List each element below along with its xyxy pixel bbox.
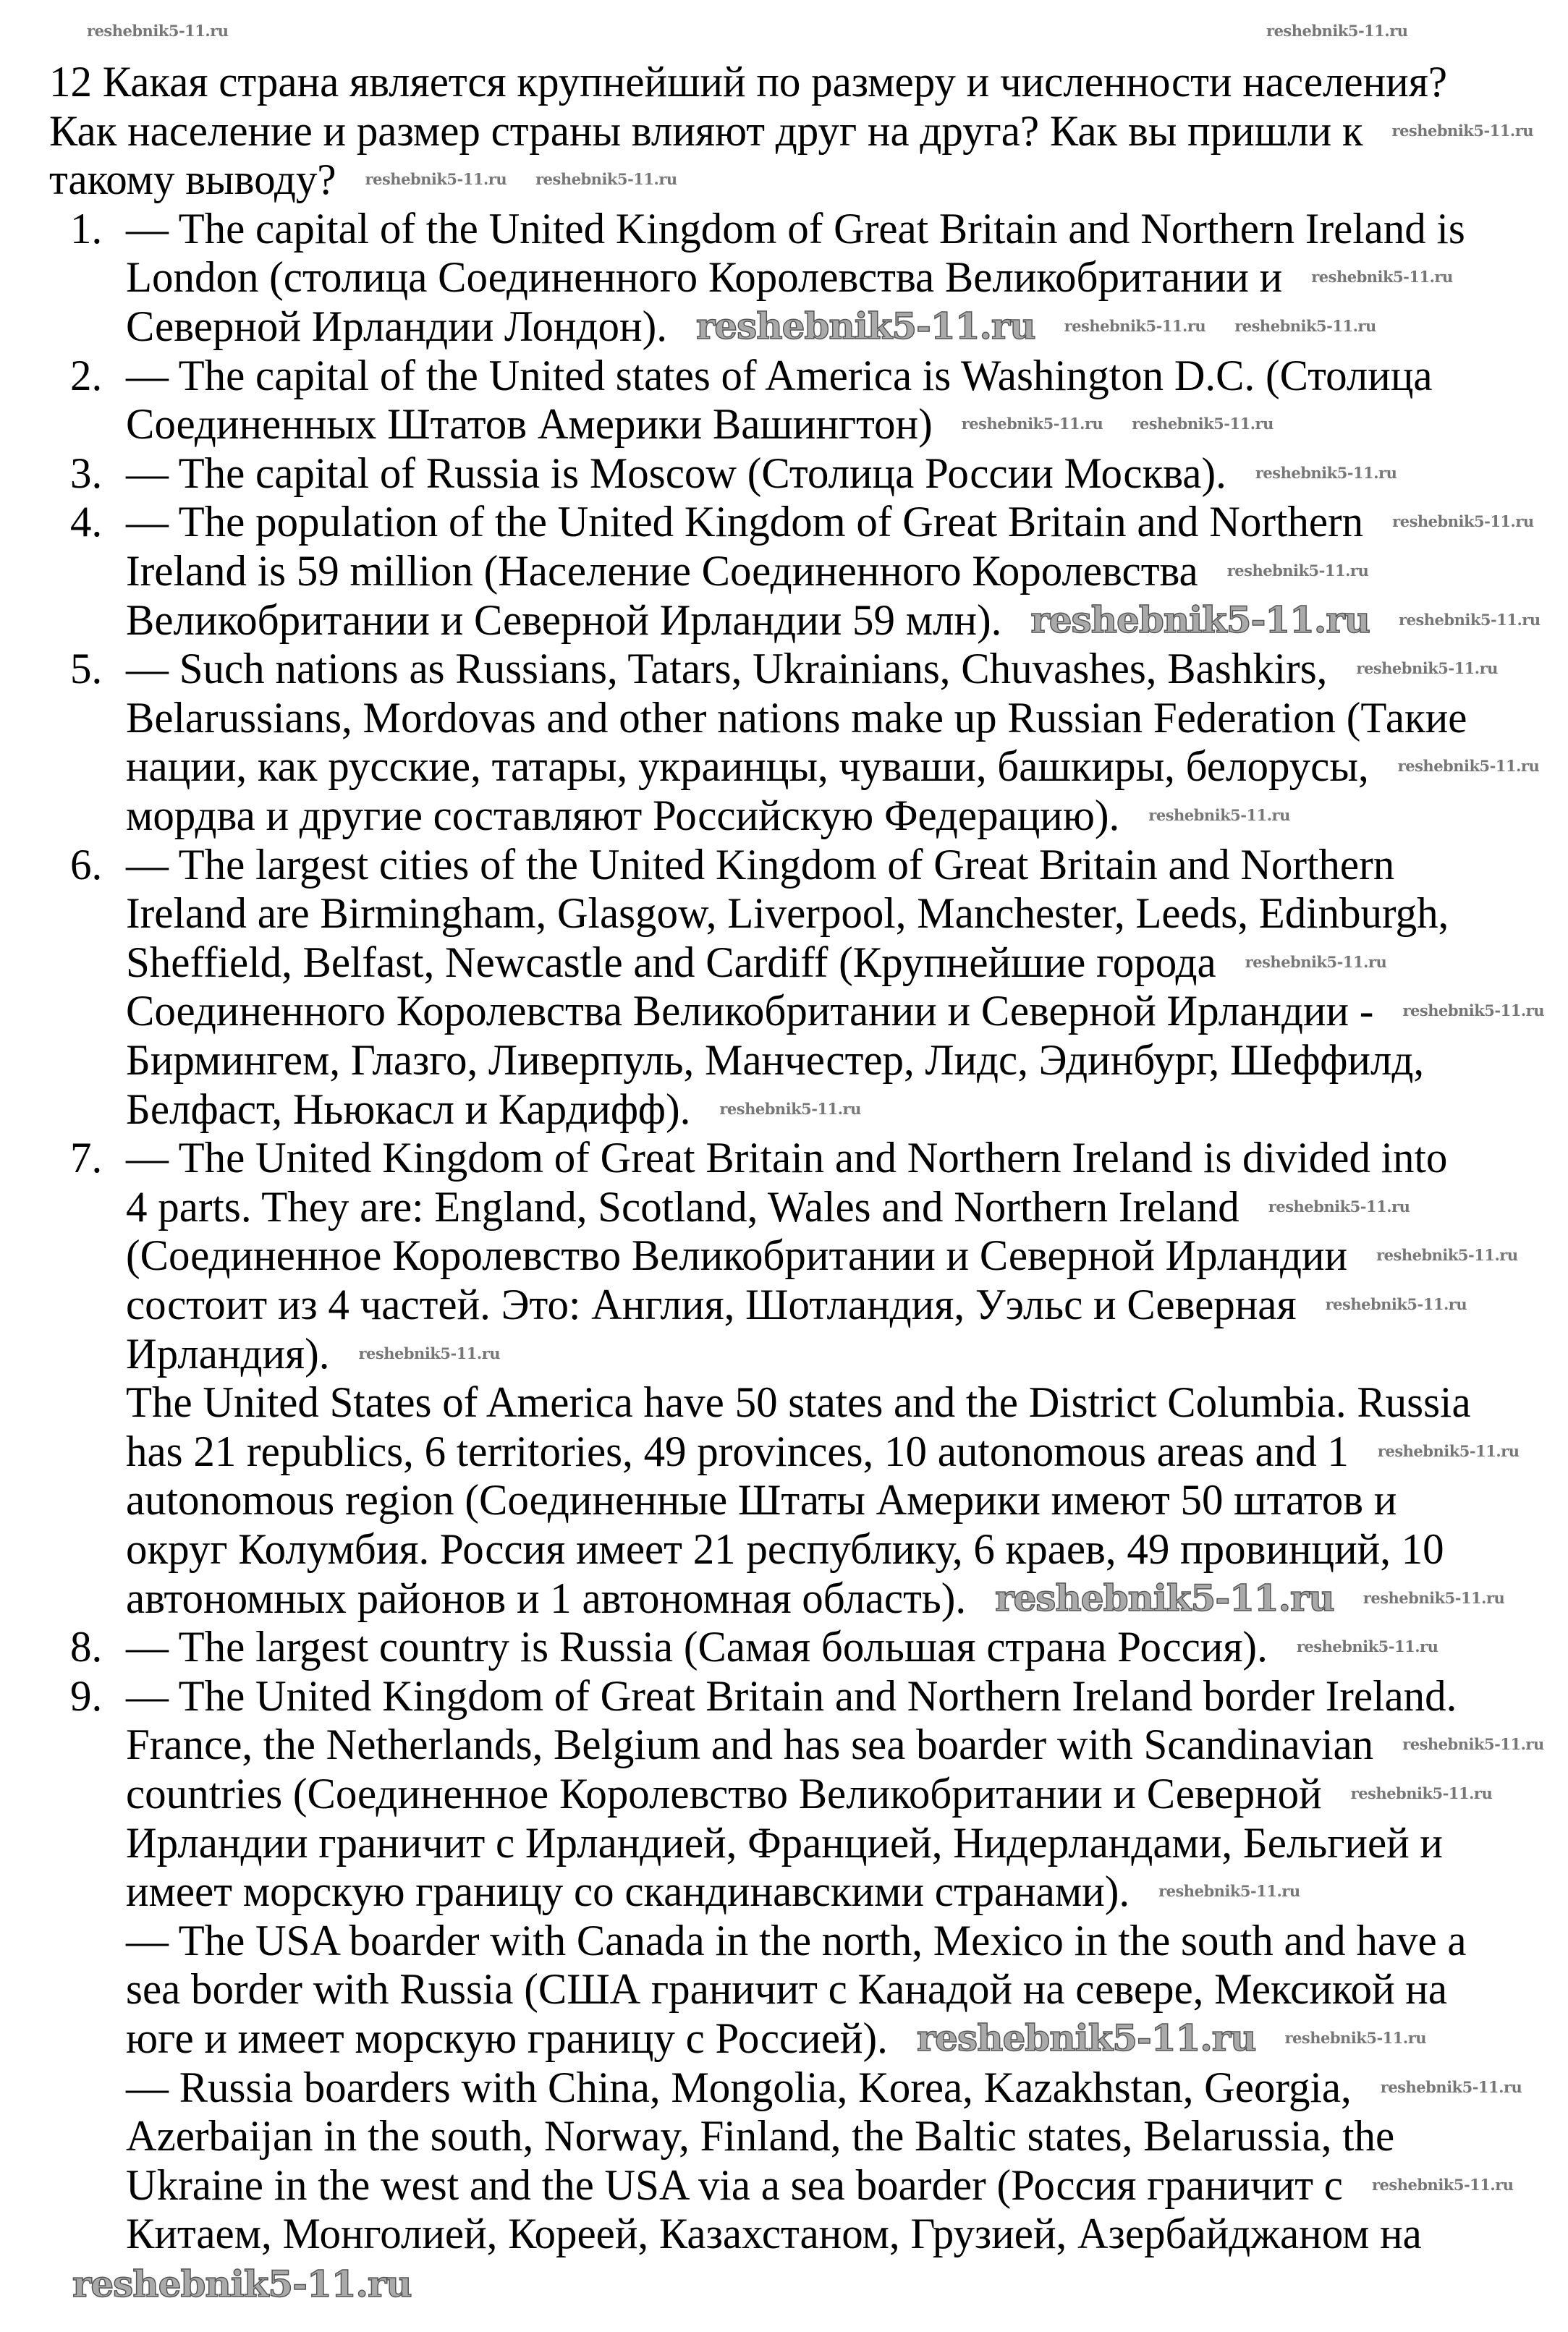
list-item-number: 8. xyxy=(70,1623,103,1671)
list-item-number: 2. xyxy=(70,351,103,399)
watermark: reshebnik5-11.ru xyxy=(1284,2029,1427,2047)
list-item-line: Бирмингем, Глазго, Ливерпуль, Манчестер, Лидс, Эдинбург, Шеффилд, xyxy=(126,1036,1425,1084)
watermark: reshebnik5-11.ru xyxy=(1371,2175,1514,2194)
list-item-line: Великобритании и Северной Ирландии 59 млн). xyxy=(126,595,1002,644)
watermark: reshebnik5-11.ru xyxy=(719,1099,861,1118)
watermark: reshebnik5-11.ru xyxy=(1158,1882,1300,1901)
watermark: reshebnik5-11.ru xyxy=(1356,659,1498,678)
watermark: reshebnik5-11.ru xyxy=(1399,610,1541,629)
watermark: reshebnik5-11.ru xyxy=(1064,317,1206,335)
list-item-line: sea border with Russia (США граничит с Канадой на севере, Мексикой на xyxy=(126,1965,1448,2014)
list-item-line: состоит из 4 частей. Это: Англия, Шотландия, Уэльс и Северная xyxy=(126,1281,1297,1328)
list-item-line: Azerbaijan in the south, Norway, Finland, the Baltic states, Belarussia, the xyxy=(126,2112,1395,2161)
watermark: reshebnik5-11.ru xyxy=(1325,1295,1467,1313)
list-item-line: — The capital of the United Kingdom of Great Britain and Northern Ireland is xyxy=(126,204,1465,253)
list-item-line: (Соединенное Королевство Великобритании и Северной Ирландии xyxy=(126,1231,1348,1280)
list-item-number: 6. xyxy=(70,840,103,889)
watermark: reshebnik5-11.ru xyxy=(535,170,677,189)
list-item-line: Соединенного Королевства Великобритании и Северной Ирландии - xyxy=(126,987,1374,1035)
list-item-line: Северной Ирландии Лондон). xyxy=(126,302,667,350)
list-item-line: Ирландии граничит с Ирландией, Францией, Нидерландами, Бельгией и xyxy=(126,1818,1443,1867)
watermark: reshebnik5-11.ru xyxy=(1148,806,1290,824)
list-item-number: 4. xyxy=(70,498,103,546)
watermark: reshebnik5-11.ru xyxy=(1296,1637,1438,1656)
watermark: reshebnik5-11.ru xyxy=(1350,1784,1493,1802)
watermark: reshebnik5-11.ru xyxy=(1311,268,1453,287)
watermark: reshebnik5-11.ru xyxy=(87,22,229,40)
list-item-line: — The largest cities of the United Kingdom of Great Britain and Northern xyxy=(126,840,1395,889)
list-item-number: 9. xyxy=(70,1671,103,1720)
watermark: reshebnik5-11.ru xyxy=(1376,1246,1518,1265)
question-title-line: 12 Какая страна является крупнейший по размеру и численности населения? xyxy=(49,58,1447,106)
list-item-line: мордва и другие составляют Российскую Федерацию). xyxy=(126,792,1120,839)
list-item-line: 4 parts. They are: England, Scotland, Wales and Northern Ireland xyxy=(126,1182,1239,1231)
list-item-line: Ирландия). xyxy=(126,1329,330,1378)
list-item-number: 3. xyxy=(70,449,103,497)
list-item-line: — Russia boarders with China, Mongolia, Korea, Kazakhstan, Georgia, xyxy=(126,2063,1352,2111)
list-item-line: Соединенных Штатов Америки Вашингтон) xyxy=(126,400,933,449)
watermark-large: reshebnik5-11.ru xyxy=(695,305,1035,347)
list-item-line: — The United Kingdom of Great Britain and Northern Ireland border Ireland. xyxy=(126,1671,1457,1720)
watermark: reshebnik5-11.ru xyxy=(1392,512,1534,531)
list-item-line: юге и имеет морскую границу с Россией). xyxy=(126,2014,888,2062)
list-item-line: — The USA boarder with Canada in the north, Mexico in the south and have a xyxy=(126,1916,1467,1964)
list-item-line: — The capital of the United states of America is Washington D.C. (Столица xyxy=(126,351,1433,399)
watermark-large: reshebnik5-11.ru xyxy=(72,2263,412,2305)
list-item-line: округ Колумбия. Россия имеет 21 республику, 6 краев, 49 провинций, 10 xyxy=(126,1525,1444,1573)
list-item-line: Ukraine in the west and the USA via a sea boarder (Россия граничит с xyxy=(126,2161,1343,2209)
watermark: reshebnik5-11.ru xyxy=(1397,757,1540,776)
watermark: reshebnik5-11.ru xyxy=(1377,1441,1520,1460)
list-item-line: Ireland are Birmingham, Glasgow, Liverpool, Manchester, Leeds, Edinburgh, xyxy=(126,889,1449,938)
watermark: reshebnik5-11.ru xyxy=(1234,317,1376,335)
question-title-line: такому выводу? xyxy=(49,156,336,204)
list-item-line: автономных районов и 1 автономная область). xyxy=(126,1574,967,1622)
watermark: reshebnik5-11.ru xyxy=(1266,22,1408,40)
list-item-line: Belarussians, Mordovas and other nations make up Russian Federation (Такие xyxy=(126,693,1467,742)
list-item-line: — The largest country is Russia (Самая большая страна Россия). xyxy=(126,1623,1268,1671)
watermark: reshebnik5-11.ru xyxy=(1391,121,1534,140)
list-item-line: — Such nations as Russians, Tatars, Ukrainians, Chuvashes, Bashkirs, xyxy=(126,645,1328,693)
list-item-line: Ireland is 59 million (Население Соединенного Королевства xyxy=(126,547,1198,595)
list-item-line: Китаем, Монголией, Кореей, Казахстаном, Грузией, Азербайджаном на xyxy=(126,2210,1422,2258)
watermark: reshebnik5-11.ru xyxy=(1245,952,1387,971)
list-item-line: — The population of the United Kingdom of Great Britain and Northern xyxy=(126,498,1364,546)
watermark: reshebnik5-11.ru xyxy=(1226,561,1369,580)
watermark-large: reshebnik5-11.ru xyxy=(1030,598,1370,641)
list-item-line: Белфаст, Ньюкасл и Кардифф). xyxy=(126,1085,691,1133)
watermark: reshebnik5-11.ru xyxy=(1380,2077,1522,2096)
list-item-line: France, the Netherlands, Belgium and has sea boarder with Scandinavian xyxy=(126,1721,1374,1769)
watermark: reshebnik5-11.ru xyxy=(1255,463,1397,482)
watermark-large: reshebnik5-11.ru xyxy=(995,1576,1334,1619)
watermark: reshebnik5-11.ru xyxy=(358,1344,501,1362)
list-item-number: 7. xyxy=(70,1134,103,1182)
list-item-number: 5. xyxy=(70,645,103,693)
list-item-line: The United States of America have 50 states and the District Columbia. Russia xyxy=(126,1378,1471,1427)
watermark: reshebnik5-11.ru xyxy=(365,170,507,189)
list-item-line: has 21 republics, 6 territories, 49 provinces, 10 autonomous areas and 1 xyxy=(126,1427,1349,1475)
watermark: reshebnik5-11.ru xyxy=(1402,1735,1544,1754)
watermark: reshebnik5-11.ru xyxy=(1268,1197,1410,1216)
list-item-line: London (столица Соединенного Королевства Великобритании и xyxy=(126,253,1283,302)
list-item-line: Sheffield, Belfast, Newcastle and Cardiff (Крупнейшие города xyxy=(126,938,1216,986)
question-title-line: Как население и размер страны влияют друг на друга? Как вы пришли к xyxy=(49,106,1363,155)
list-item-line: имеет морскую границу со скандинавскими странами). xyxy=(126,1867,1130,1916)
list-item-line: — The capital of Russia is Moscow (Столица России Москва). xyxy=(126,449,1226,497)
watermark-large: reshebnik5-11.ru xyxy=(916,2017,1256,2059)
list-item-line: — The United Kingdom of Great Britain and Northern Ireland is divided into xyxy=(126,1134,1448,1182)
list-item-line: нации, как русские, татары, украинцы, чуваши, башкиры, белорусы, xyxy=(126,742,1369,791)
list-item-number: 1. xyxy=(70,204,103,253)
list-item-line: countries (Соединенное Королевство Великобритании и Северной xyxy=(126,1770,1322,1818)
watermark: reshebnik5-11.ru xyxy=(1132,415,1274,433)
watermark: reshebnik5-11.ru xyxy=(961,415,1103,433)
list-item-line: autonomous region (Соединенные Штаты Америки имеют 50 штатов и xyxy=(126,1476,1397,1525)
watermark: reshebnik5-11.ru xyxy=(1363,1588,1505,1607)
watermark: reshebnik5-11.ru xyxy=(1402,1001,1545,1020)
